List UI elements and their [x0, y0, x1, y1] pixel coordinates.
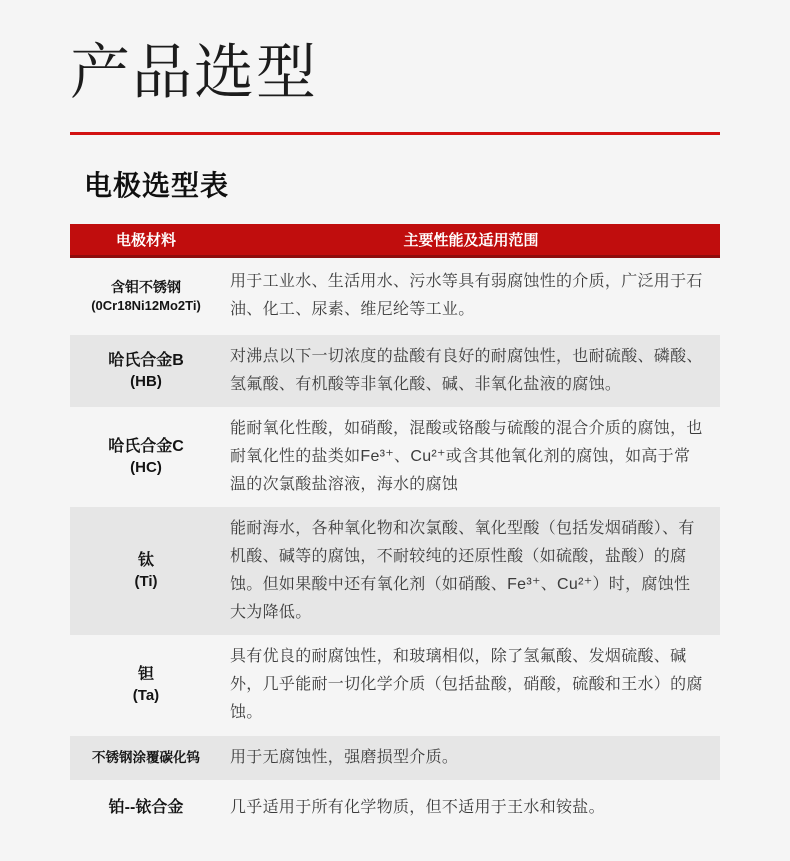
material-spec: (HB)	[130, 372, 162, 390]
material-description-cell	[222, 507, 720, 635]
header-cell-material: 电极材料	[115, 231, 176, 249]
table-row-tungsten-carbide-coated	[70, 736, 720, 780]
table-row-titanium	[70, 507, 720, 635]
table-row-tantalum	[70, 635, 720, 736]
material-spec: (0Cr18Ni12Mo2Ti)	[91, 297, 201, 313]
table-header-row	[70, 224, 720, 258]
material-description-cell	[222, 335, 720, 407]
section-title: 电极选型表	[84, 169, 230, 201]
material-name-cell	[70, 780, 222, 836]
material-description-cell	[222, 635, 720, 736]
material-description: 用于工业水、生活用水、污水等具有弱腐蚀性的介质，广泛用于石油、化工、尿素、维尼纶等工业。	[230, 273, 703, 319]
material-name: 钽	[137, 666, 154, 684]
material-name: 钛	[137, 551, 154, 569]
material-name: 哈氏合金C	[108, 437, 184, 455]
material-description: 能耐海水，各种氧化物和次氯酸、氧化型酸（包括发烟硝酸）、有机酸、碱等的腐蚀，不耐较纯的还原性酸（如硫酸，盐酸）的腐蚀。但如果酸中还有氧化剂（如硝酸、Fe³⁺、Cu²⁺）时，腐蚀性大为降低。	[230, 519, 695, 621]
material-name-cell	[70, 736, 222, 780]
material-name-cell	[70, 335, 222, 407]
material-name-cell	[70, 407, 222, 507]
material-name: 哈氏合金B	[108, 351, 184, 369]
title-divider	[70, 132, 720, 135]
material-name: 含钼不锈钢	[111, 278, 181, 295]
page-title: 产品选型	[70, 39, 318, 106]
electrode-selection-table	[70, 224, 720, 836]
table-row-hastelloy-b	[70, 335, 720, 407]
material-description: 几乎适用于所有化学物质，但不适用于王水和铵盐。	[230, 798, 605, 816]
material-name-cell	[70, 507, 222, 635]
table-row-hastelloy-c	[70, 407, 720, 507]
material-name-cell	[70, 635, 222, 736]
material-description-cell	[222, 780, 720, 836]
material-name: 铂--铱合金	[108, 798, 184, 816]
material-spec: (Ta)	[132, 687, 160, 705]
material-description: 具有优良的耐腐蚀性，和玻璃相似，除了氢氟酸、发烟硫酸、碱外，几乎能耐一切化学介质（包括盐酸，硝酸，硫酸和王水）的腐蚀。	[230, 648, 703, 722]
table-row-molybdenum-stainless	[70, 258, 720, 335]
material-description: 用于无腐蚀性，强磨损型介质。	[230, 748, 459, 766]
material-description-cell	[222, 407, 720, 507]
table-row-platinum-iridium	[70, 780, 720, 836]
material-description-cell	[222, 258, 720, 335]
material-description: 能耐氧化性酸，如硝酸，混酸或铬酸与硫酸的混合介质的腐蚀，也耐氧化性的盐类如Fe³⁺、Cu²⁺或含其他氧化剂的腐蚀，如高于常温的次氯酸盐溶液，海水的腐蚀	[230, 419, 703, 493]
material-description-cell	[222, 736, 720, 780]
material-spec: (Ti)	[134, 572, 158, 590]
header-cell-performance: 主要性能及适用范围	[403, 231, 539, 249]
material-spec: (HC)	[130, 458, 162, 476]
material-name-cell	[70, 258, 222, 335]
material-description: 对沸点以下一切浓度的盐酸有良好的耐腐蚀性，也耐硫酸、磷酸、氢氟酸、有机酸等非氧化酸、碱、非氧化盐液的腐蚀。	[230, 347, 703, 393]
material-name: 不锈钢涂覆碳化钨	[92, 749, 200, 765]
